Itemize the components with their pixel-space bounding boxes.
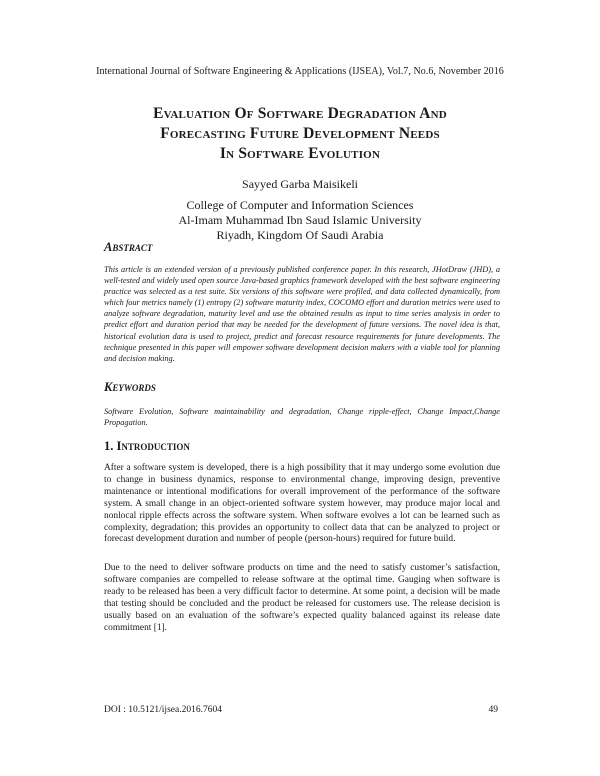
title-line: Forecasting Future Development Needs <box>160 125 440 142</box>
journal-header: International Journal of Software Engineering & Applications (IJSEA), Vol.7, No.6, November 2016 <box>96 66 504 77</box>
paper-title <box>0 104 600 164</box>
abstract-text: This article is an extended version of a previously published conference paper. In this research, JHotDraw (JHD), a well-tested and widely used open source Java-based graphics framework developed with the best software engineering practice was selected as a test suite. Six versions of this software were profiled, and data collected dynamically, from which four metrics namely (1) entropy (2) software maturity index, COCOMO effort and duration metrics were used to analyze software degradation, maturity level and use the obtained results as input to time series analysis in order to predict effort and duration period that may be needed for the development of future versions. The novel idea is that, historical evolution data is used to project, predict and forecast resource requirements for future developments. The technique presented in this paper will empower software development decision makers with a viable tool for planning and decision making. <box>104 265 500 363</box>
title-line: In Software Evolution <box>219 145 381 162</box>
abstract-heading: Abstract <box>104 240 153 254</box>
affiliation <box>0 198 600 243</box>
keywords-text: Software Evolution, Software maintainability and degradation, Change ripple-effect, Change Impact,Change Propagation. <box>104 407 500 428</box>
body-paragraph: Due to the need to deliver software products on time and the need to satisfy customer’s satisfaction, software companies are compelled to release software at the optimal time. Gauging when software is ready to be released has been a very difficult factor to determine. At some point, a decision will be made that testing should be concluded and the product be released for customers use. The release decision is usually based on an evaluation of the software’s expected quality balanced against its release date commitment [1]. <box>104 563 500 633</box>
footer-doi: DOI : 10.5121/ijsea.2016.7604 <box>104 705 222 715</box>
page-number: 49 <box>488 705 498 715</box>
affiliation-line: College of Computer and Information Sciences <box>186 198 414 212</box>
keywords-heading: Keywords <box>104 380 156 394</box>
body-paragraph: After a software system is developed, there is a high possibility that it may undergo some evolution due to change in business dynamics, response to environmental change, improving design, preventive maintenance or intentional modifications for overall improvement of the performance of the software system. A small change in an object-oriented software system however, may produce major local and nonlocal ripple effects across the software system. When software evolves a lot can be learned such as complexity, degradation; this provides an opportunity to collect data that can be analyzed to project or forecast development duration and number of people (person-hours) required for future build. <box>104 463 500 545</box>
author-name: Sayyed Garba Maisikeli <box>242 177 358 191</box>
title-line: Evaluation Of Software Degradation And <box>153 105 447 122</box>
affiliation-line: Al-Imam Muhammad Ibn Saud Islamic University <box>178 213 422 227</box>
introduction-heading: 1. Introduction <box>104 439 190 453</box>
affiliation-line: Riyadh, Kingdom Of Saudi Arabia <box>216 228 384 242</box>
